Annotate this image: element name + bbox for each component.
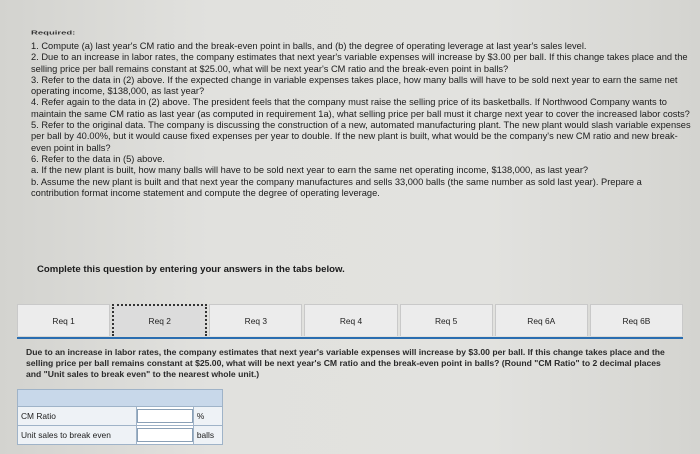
cm-ratio-unit: % xyxy=(193,407,222,426)
answer-row-break-even xyxy=(18,426,223,445)
answer-header-row xyxy=(18,390,223,407)
cm-ratio-input[interactable] xyxy=(137,409,193,423)
requirement-3: 3. Refer to the data in (2) above. If the expected change in variable expenses takes place, how many balls will have to be sold next year to earn the same net operating income, $138,000, as last year? xyxy=(31,74,678,97)
complete-instruction: Complete this question by entering your answers in the tabs below. xyxy=(37,264,345,275)
break-even-input[interactable] xyxy=(137,428,193,442)
tab-req-6a[interactable]: Req 6A xyxy=(495,304,588,336)
requirement-6: 6. Refer to the data in (5) above. xyxy=(31,153,165,164)
required-heading: Required: xyxy=(31,30,76,37)
cm-ratio-label: CM Ratio xyxy=(18,407,137,426)
tab-underline xyxy=(17,337,683,339)
requirement-1: 1. Compute (a) last year's CM ratio and the break-even point in balls, and (b) the degree of operating leverage at last year's sales level. xyxy=(31,41,587,51)
requirement-4: 4. Refer again to the data in (2) above. The president feels that the company must raise the selling price of its basketballs. If Northwood Company wants to maintain the same CM ratio as last year (as computed in requirement 1a), what selling price per ball must it charge next year to cover the increased labor costs? xyxy=(31,97,690,119)
break-even-unit: balls xyxy=(193,426,222,445)
tab-req-1[interactable]: Req 1 xyxy=(17,304,110,336)
requirement-6b: b. Assume the new plant is built and that next year the company manufactures and sells 33,000 balls (the same number as sold last year). Prepare a contribution format income statement and compute the degree of operating leverage. xyxy=(31,176,642,198)
tab-req-5[interactable]: Req 5 xyxy=(400,304,493,336)
requirements-list xyxy=(31,41,691,199)
answer-table xyxy=(17,389,223,445)
tab-req-6b[interactable]: Req 6B xyxy=(590,304,683,336)
tab-req-4[interactable]: Req 4 xyxy=(304,304,397,336)
requirement-tabs xyxy=(17,304,683,338)
requirement-2: 2. Due to an increase in labor rates, the company estimates that next year's variable expenses will increase by $3.00 per ball. If this change takes place and the selling price per ball remains constant at $25.00, what will be next year's CM ratio and the break-even point in balls? xyxy=(31,52,688,74)
answer-row-cm-ratio xyxy=(18,407,223,426)
tab-req-2[interactable]: Req 2 xyxy=(112,304,207,336)
requirement-6a: a. If the new plant is built, how many balls will have to be sold next year to earn the same net operating income, $138,000, as last year? xyxy=(31,165,589,176)
requirement-5: 5. Refer to the original data. The company is discussing the construction of a new, automated manufacturing plant. The new plant would slash variable expenses per ball by 40.00%, but it would cause fixed expenses per year to double. If the new plant is built, what would be the company's new CM ratio and new break-even point in balls? xyxy=(31,120,691,153)
break-even-label: Unit sales to break even xyxy=(18,426,137,445)
tab-req-3[interactable]: Req 3 xyxy=(209,304,302,336)
question-text: Due to an increase in labor rates, the company estimates that next year's variable expenses will increase by $3.00 per ball. If this change takes place and the selling price per ball remains constant at $25.00, what will be next year's CM ratio and the break-even point in balls? (Round "CM Ratio" to 2 decimal places and "Unit sales to break even" to the nearest whole unit.) xyxy=(26,347,665,379)
